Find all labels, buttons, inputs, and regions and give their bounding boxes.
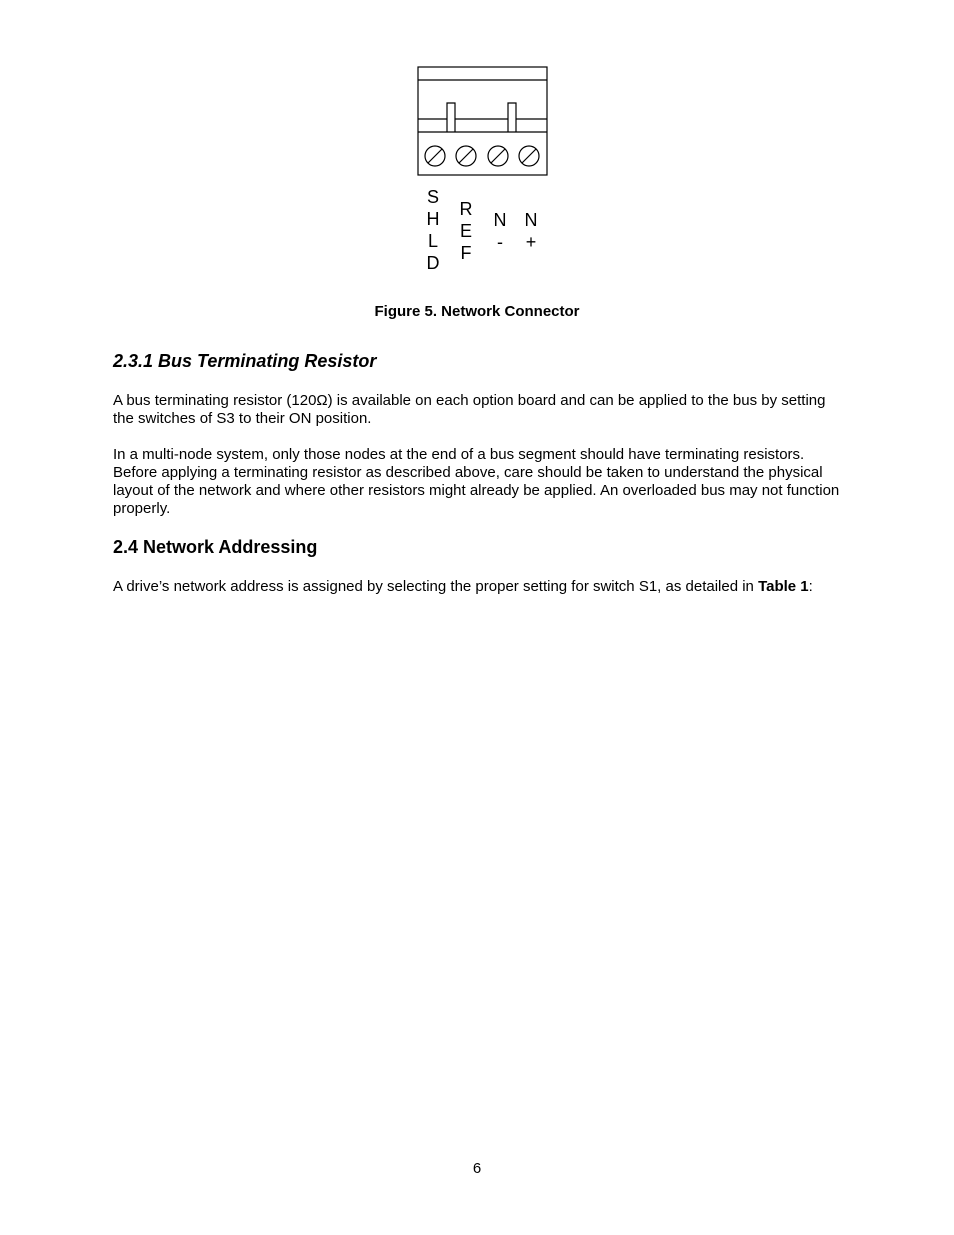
connector-body (418, 67, 547, 175)
paragraph-network-address-text: A drive’s network address is assigned by selecting the proper setting for switch S1, as detailed in (113, 578, 759, 595)
terminal-screw-1 (425, 146, 445, 166)
page-number: 6 (472, 1160, 482, 1177)
terminal-screw-4 (519, 146, 539, 166)
figure-caption: Figure 5. Network Connector (374, 303, 580, 320)
table-reference: Table 1 (758, 578, 809, 595)
pin-label-ref: R E F (459, 199, 473, 263)
switch-tab-left (447, 103, 455, 132)
pin-label-n-minus: N - (493, 210, 507, 252)
terminal-screw-2 (456, 146, 476, 166)
paragraph-network-address (113, 578, 843, 596)
network-connector-diagram (400, 60, 570, 190)
paragraph-terminating-resistor: A bus terminating resistor (120Ω) is available on each option board and can be applied to the bus by setting the switches of S3 to their ON position. (113, 392, 826, 427)
switch-tab-right (508, 103, 516, 132)
section-heading-bus-terminating-resistor: 2.3.1 Bus Terminating Resistor (113, 351, 377, 371)
paragraph-multi-node: In a multi-node system, only those nodes at the end of a bus segment should have terminating resistors. Before applying a terminating resistor as described above, care should be taken to understand the physical layout of the network and where other resistors might already be applied. An overloaded bus may not function properly. (113, 446, 840, 517)
pin-label-shld: S H L D (426, 187, 440, 273)
section-heading-network-addressing: 2.4 Network Addressing (113, 537, 318, 557)
terminal-screw-3 (488, 146, 508, 166)
paragraph-network-address-suffix: : (808, 578, 813, 595)
pin-label-n-plus: N + (524, 210, 538, 252)
